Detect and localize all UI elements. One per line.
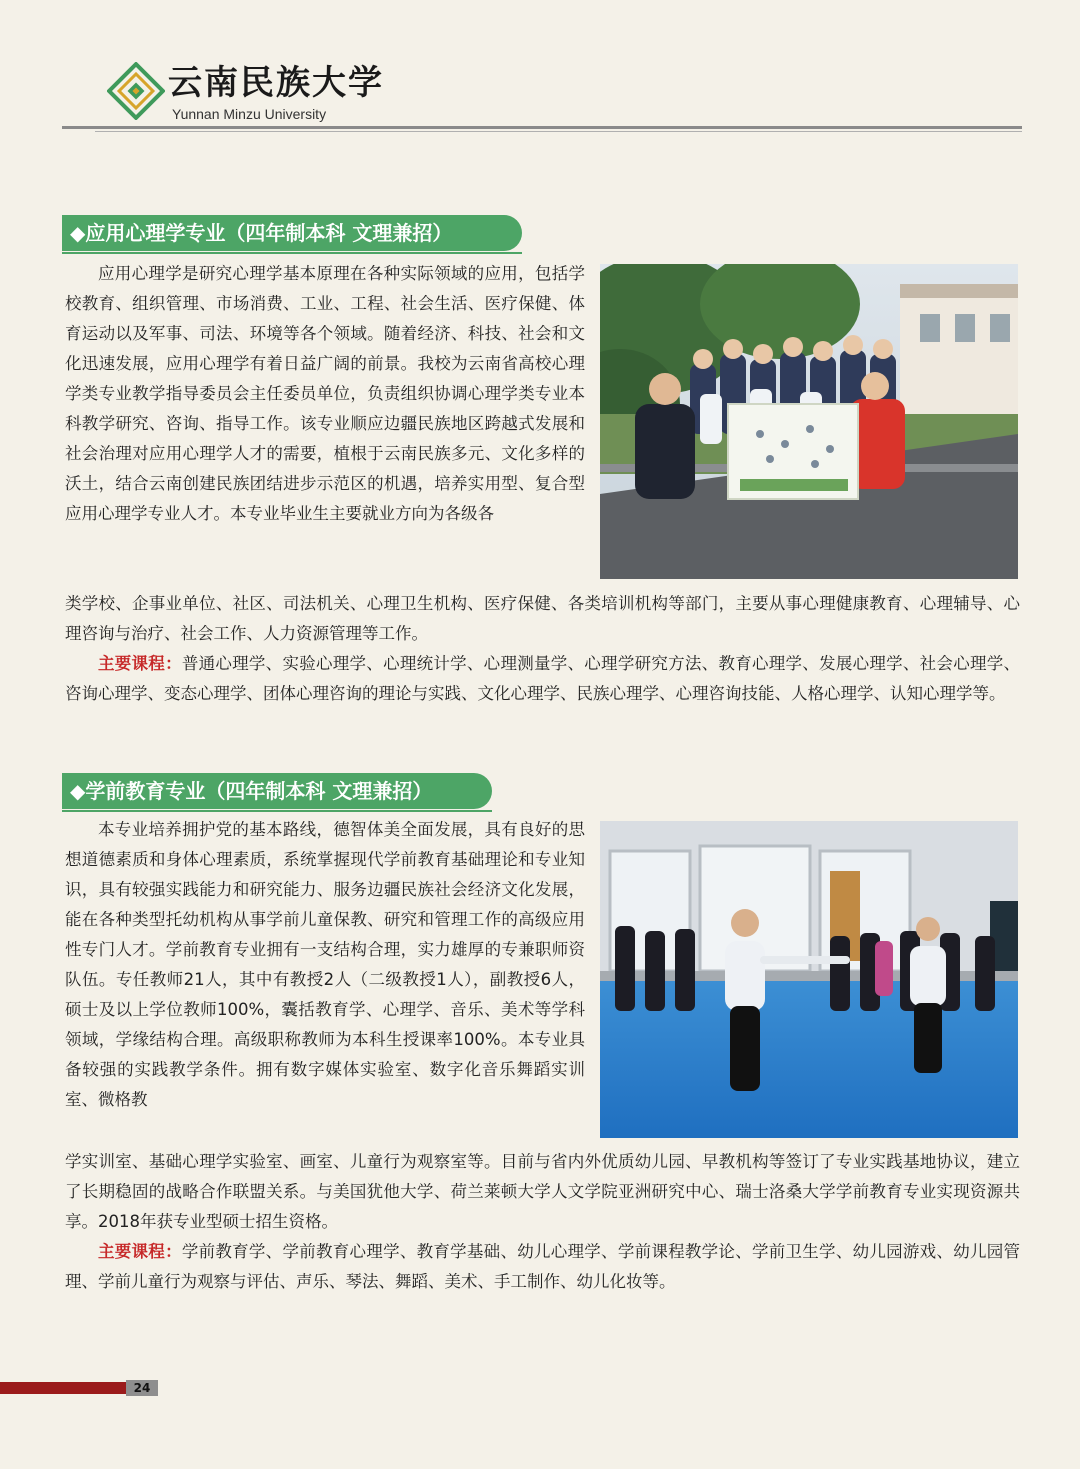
section-1-intro-continued: 类学校、企事业单位、社区、司法机关、心理卫生机构、医疗保健、各类培训机构等部门，主要从事心理健康教育、心理辅导、心理咨询与治疗、社会工作、人力资源管理等工作。: [65, 594, 1020, 643]
section-1-courses-label: 主要课程：: [98, 654, 182, 673]
university-name-en: Yunnan Minzu University: [172, 106, 327, 122]
footer-red-bar: [0, 1382, 126, 1394]
section-2-intro: 本专业培养拥护党的基本路线，德智体美全面发展，具有良好的思想道德素质和身体心理素质，系统掌握现代学前教育基础理论和专业知识，具有较强实践能力和研究能力、服务边疆民族社会经济文化发展，能在各种类型托幼机构从事学前儿童保教、研究和管理工作的高级应用性专门人才。学前教育专业拥有一支结构合理，实力雄厚的专兼职师资队伍。专任教师21人，其中有教授2人（二级教授1人），副教授6人，硕士及以上学位教师100%，囊括教育学、心理学、音乐、美术等学科领域，学缘结构合理。高级职称教师为本科生授课率100%。本专业具备较强的实践教学条件。拥有数字媒体实验室、数字化音乐舞蹈实训室、微格教: [65, 820, 585, 1109]
section-1-courses-list: 普通心理学、实验心理学、心理统计学、心理测量学、心理学研究方法、教育心理学、发展心理学、社会心理学、咨询心理学、变态心理学、团体心理咨询的理论与实践、文化心理学、民族心理学、心理咨询技能、人格心理学、认知心理学等。: [65, 654, 1021, 703]
header-rule-thin: [95, 131, 1022, 132]
section-1-intro: 应用心理学是研究心理学基本原理在各种实际领域的应用，包括学校教育、组织管理、市场消费、工业、工程、社会生活、医疗保健、体育运动以及军事、司法、环境等各个领域。随着经济、科技、社会和文化迅速发展，应用心理学有着日益广阔的前景。我校为云南省高校心理学类专业教学指导委员会主任委员单位，负责组织协调心理学类专业本科教学研究、咨询、指导工作。该专业顺应边疆民族地区跨越式发展和社会治理对应用心理学人才的需要，植根于云南民族多元、文化多样的沃土，结合云南创建民族团结进步示范区的机遇，培养实用型、复合型应用心理学专业人才。本专业毕业生主要就业方向为各级各: [65, 264, 585, 523]
dance-class-photo: [600, 821, 1018, 1138]
section-2-intro-continued: 学实训室、基础心理学实验室、画室、儿童行为观察室等。目前与省内外优质幼儿园、早教机构等签订了专业实践基地协议，建立了长期稳固的战略合作联盟关系。与美国犹他大学、荷兰莱顿大学人文学院亚洲研究中心、瑞士洛桑大学学前教育专业实现资源共享。2018年获专业型硕士招生资格。: [65, 1152, 1020, 1231]
page-number: 24: [126, 1380, 158, 1396]
header-rule: [62, 126, 1022, 129]
section-title-preschool-education: ◆学前教育专业（四年制本科 文理兼招）: [62, 773, 492, 809]
section-2-courses-list: 学前教育学、学前教育心理学、教育学基础、幼儿心理学、学前课程教学论、学前卫生学、幼儿园游戏、幼儿园管理、学前儿童行为观察与评估、声乐、琴法、舞蹈、美术、手工制作、幼儿化妆等。: [65, 1242, 1021, 1291]
section-1-courses: [65, 649, 1020, 709]
section-title-applied-psychology: ◆应用心理学专业（四年制本科 文理兼招）: [62, 215, 522, 251]
section-2-courses-label: 主要课程：: [98, 1242, 182, 1261]
students-group-photo: [600, 264, 1018, 579]
university-logo-icon: [107, 62, 165, 120]
university-name-cn: 云南民族大学: [168, 63, 384, 103]
section-2-courses: [65, 1237, 1020, 1297]
